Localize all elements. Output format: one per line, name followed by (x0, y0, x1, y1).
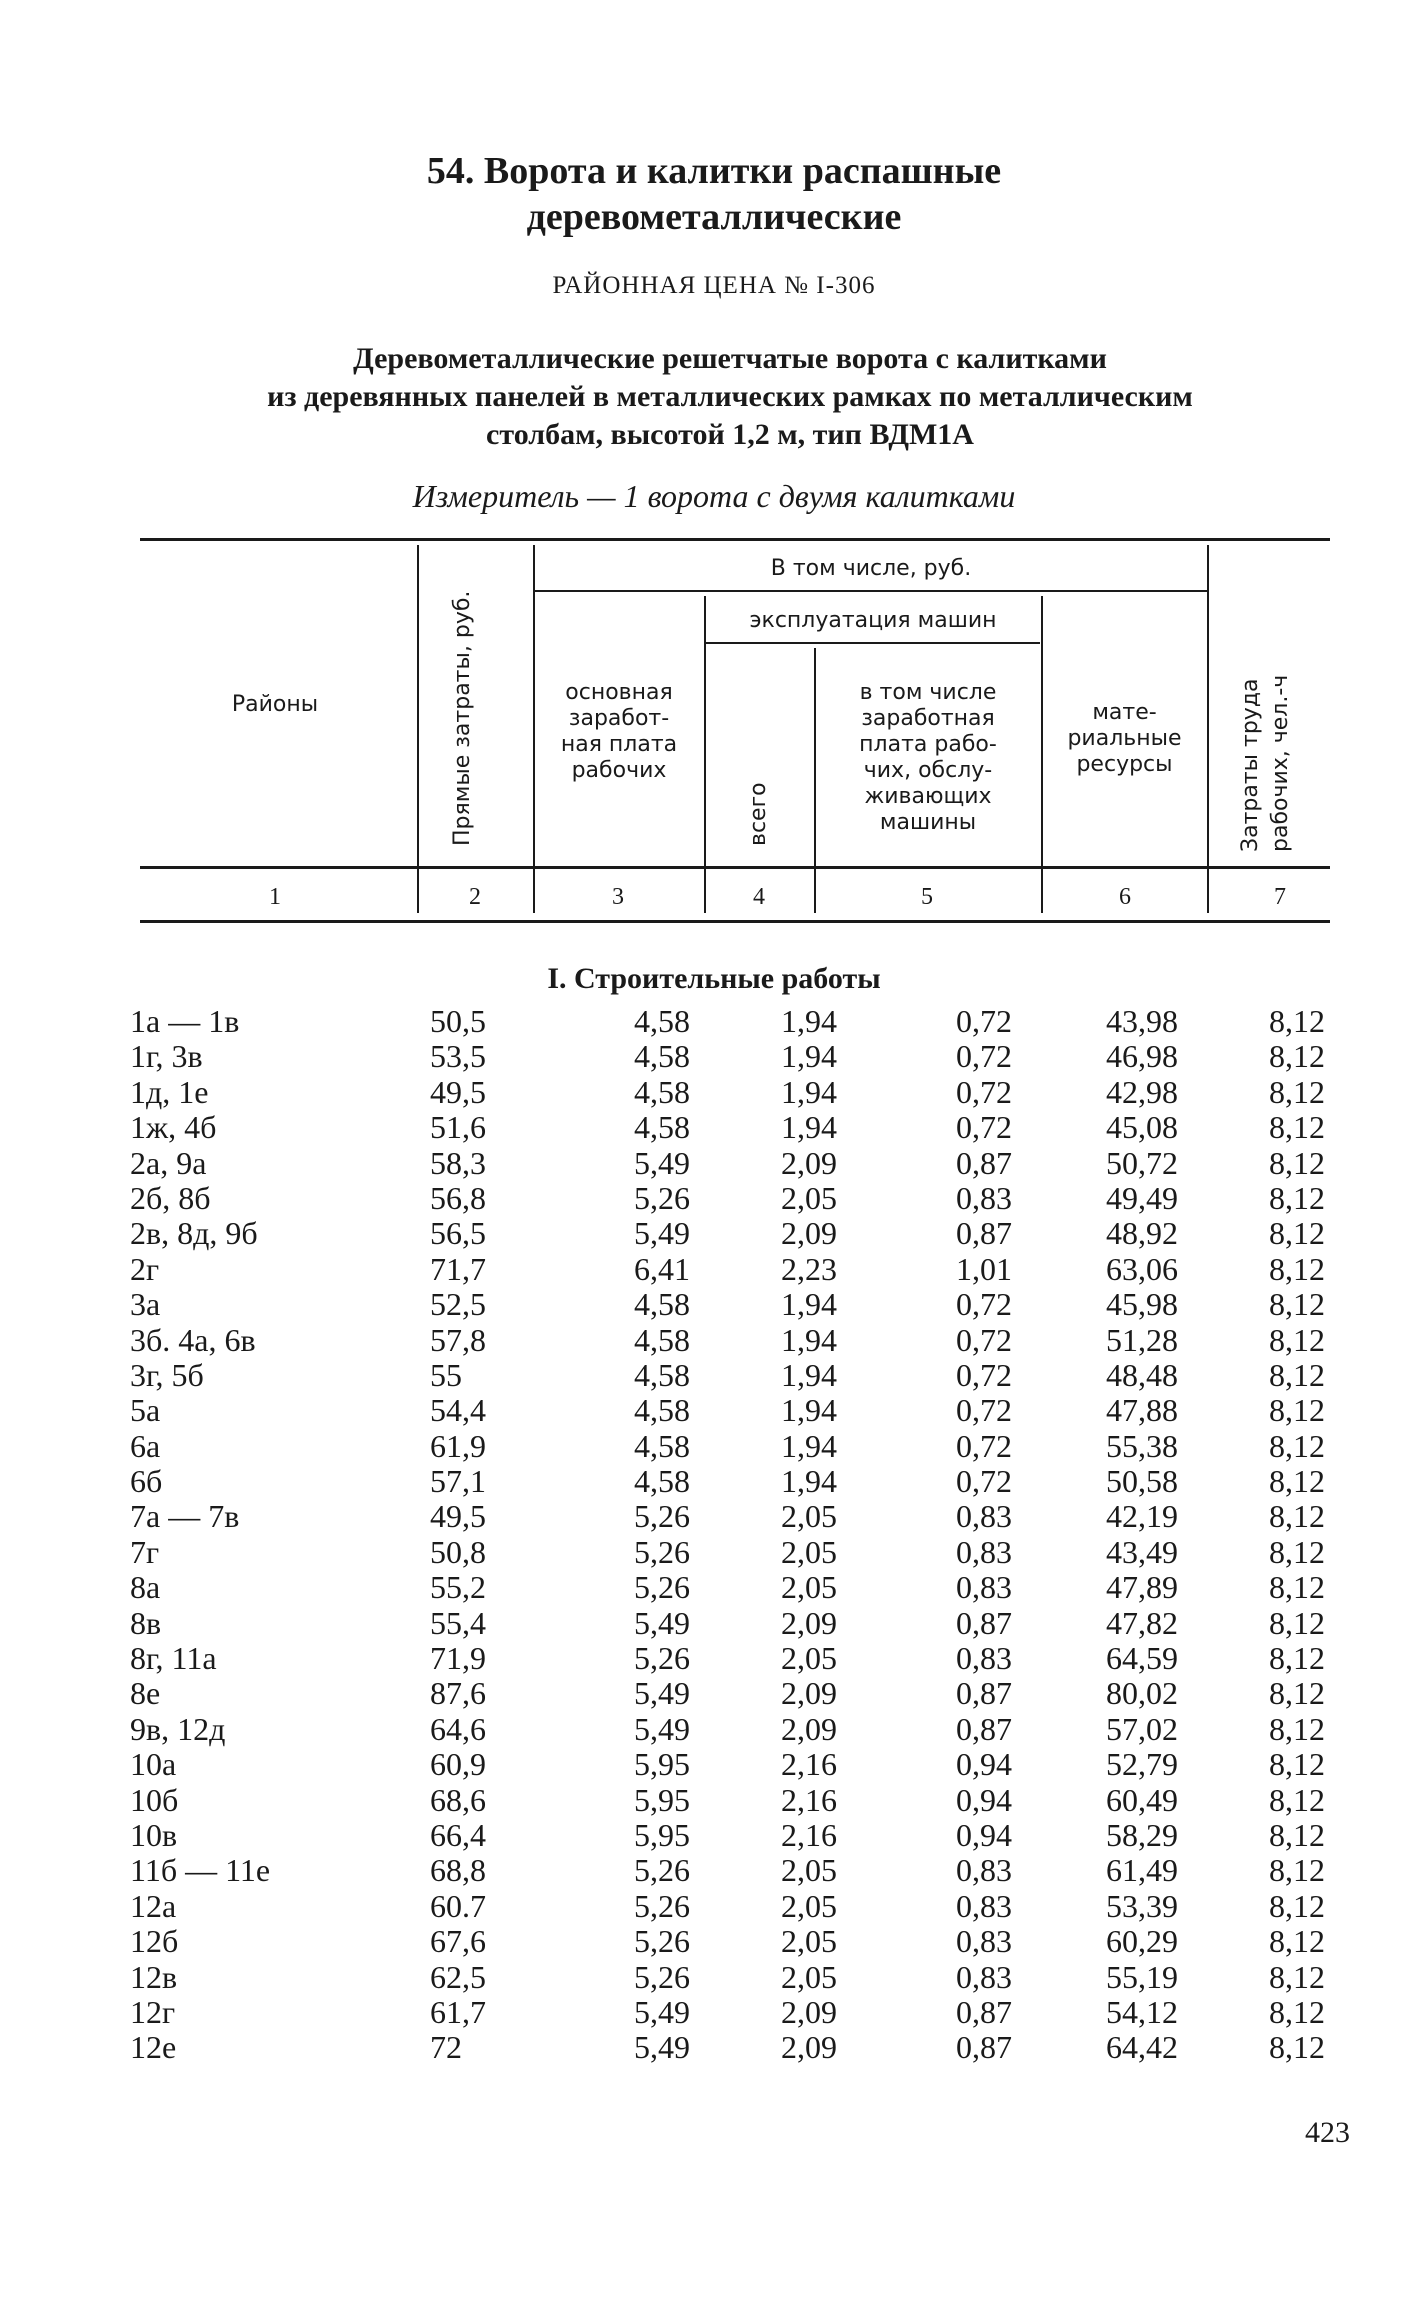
region-cell: 12г (130, 1993, 176, 2030)
header-including: В том числе, руб. (770, 556, 972, 581)
region-cell: 1г, 3в (130, 1038, 203, 1075)
base-wage-cell: 5,26 (634, 1640, 690, 1677)
region-cell: 8а (130, 1569, 161, 1606)
materials-cell: 61,49 (1106, 1852, 1178, 1889)
table-row (130, 1535, 1330, 1570)
table-row (130, 1323, 1330, 1358)
header-top-rule (140, 538, 1330, 541)
region-cell: 12б (130, 1923, 179, 1960)
table-row (130, 1783, 1330, 1818)
direct-costs-cell: 53,5 (430, 1038, 486, 1075)
table-body (130, 1004, 1330, 2066)
machine-wage-cell: 0,83 (956, 1852, 1012, 1889)
labor-cell: 8,12 (1269, 1498, 1325, 1535)
base-wage-cell: 5,26 (634, 1887, 690, 1924)
machine-wage-line-3: плата рабо- (859, 732, 997, 757)
table-row (130, 1216, 1330, 1251)
region-cell: 1д, 1е (130, 1073, 209, 1110)
materials-cell: 48,92 (1106, 1215, 1178, 1252)
col-number-4: 4 (753, 884, 765, 910)
title-line-1: 54. Ворота и калитки распашные (426, 150, 1002, 192)
base-wage-cell: 5,26 (634, 1179, 690, 1216)
direct-costs-cell: 64,6 (430, 1710, 486, 1747)
subtitle-line-3: столбам, высотой 1,2 м, тип ВДМ1А (486, 418, 974, 451)
item-description (140, 340, 1320, 454)
machines-total-cell: 2,16 (781, 1781, 837, 1818)
base-wage-cell: 5,26 (634, 1923, 690, 1960)
direct-costs-cell: 54,4 (430, 1392, 486, 1429)
machine-wage-cell: 0,83 (956, 1887, 1012, 1924)
region-cell: 2б, 8б (130, 1179, 211, 1216)
direct-costs-cell: 57,1 (430, 1463, 486, 1500)
machines-total-cell: 1,94 (781, 1392, 837, 1429)
direct-costs-cell: 52,5 (430, 1286, 486, 1323)
machine-wage-cell: 0,72 (956, 1003, 1012, 1039)
labor-cell: 8,12 (1269, 1746, 1325, 1783)
machine-wage-cell: 0,72 (956, 1356, 1012, 1393)
machines-total-cell: 1,94 (781, 1286, 837, 1323)
header-base-wage (535, 680, 703, 784)
base-wage-cell: 4,58 (634, 1003, 690, 1039)
machine-wage-line-4: чих, обслу- (863, 758, 993, 783)
direct-costs-cell: 51,6 (430, 1109, 486, 1146)
base-wage-cell: 4,58 (634, 1321, 690, 1358)
machines-total-cell: 2,23 (781, 1250, 837, 1287)
table-row (130, 1146, 1330, 1181)
materials-cell: 45,08 (1106, 1109, 1178, 1146)
machine-wage-cell: 0,87 (956, 1675, 1012, 1712)
machines-total-cell: 2,16 (781, 1816, 837, 1853)
labor-cell: 8,12 (1269, 1781, 1325, 1818)
materials-cell: 60,49 (1106, 1781, 1178, 1818)
labor-cell: 8,12 (1269, 1852, 1325, 1889)
region-cell: 8г, 11а (130, 1640, 217, 1677)
col-number-6: 6 (1119, 884, 1131, 910)
table-row (130, 1252, 1330, 1287)
materials-cell: 80,02 (1106, 1675, 1178, 1712)
machine-wage-cell: 0,72 (956, 1038, 1012, 1075)
materials-cell: 52,79 (1106, 1746, 1178, 1783)
region-cell: 10в (130, 1816, 178, 1853)
labor-cell: 8,12 (1269, 1887, 1325, 1924)
machine-wage-cell: 0,83 (956, 1958, 1012, 1995)
base-wage-cell: 5,49 (634, 1215, 690, 1252)
table-row (130, 2030, 1330, 2065)
region-cell: 5а (130, 1392, 161, 1429)
base-wage-cell: 5,26 (634, 1852, 690, 1889)
machine-wage-cell: 0,94 (956, 1781, 1012, 1818)
machine-wage-cell: 0,72 (956, 1392, 1012, 1429)
materials-cell: 64,42 (1106, 2029, 1178, 2066)
machine-wage-line-2: заработная (861, 706, 995, 731)
subtitle-line-2: из деревянных панелей в металлических рамках по металлическим (267, 380, 1193, 413)
machine-wage-cell: 0,72 (956, 1463, 1012, 1500)
materials-cell: 43,98 (1106, 1003, 1178, 1039)
table-row (130, 1818, 1330, 1853)
labor-cell: 8,12 (1269, 1179, 1325, 1216)
base-wage-line-2: заработ- (568, 706, 670, 731)
materials-cell: 45,98 (1106, 1286, 1178, 1323)
labor-cell: 8,12 (1269, 1215, 1325, 1252)
materials-line-3: ресурсы (1076, 752, 1173, 777)
machine-wage-line-1: в том числе (859, 680, 997, 705)
base-wage-cell: 4,58 (634, 1073, 690, 1110)
labor-cell: 8,12 (1269, 1427, 1325, 1464)
base-wage-cell: 5,49 (634, 1710, 690, 1747)
machines-total-cell: 2,05 (781, 1179, 837, 1216)
machine-wage-cell: 0,72 (956, 1073, 1012, 1110)
machine-wage-cell: 0,83 (956, 1179, 1012, 1216)
section-title-heading (0, 148, 1428, 240)
machines-total-cell: 2,05 (781, 1569, 837, 1606)
region-cell: 3а (130, 1286, 161, 1323)
base-wage-cell: 4,58 (634, 1109, 690, 1146)
header-regions: Районы (231, 692, 319, 717)
machine-wage-cell: 0,83 (956, 1569, 1012, 1606)
including-underline (535, 590, 1207, 592)
machine-wage-cell: 0,87 (956, 1604, 1012, 1641)
base-wage-cell: 4,58 (634, 1392, 690, 1429)
direct-costs-cell: 60.7 (430, 1887, 486, 1924)
machines-total-cell: 2,09 (781, 1215, 837, 1252)
materials-cell: 63,06 (1106, 1250, 1178, 1287)
direct-costs-cell: 55 (430, 1356, 462, 1393)
header-labor-line-2: рабочих, чел.-ч (1268, 674, 1293, 852)
region-cell: 2г (130, 1250, 160, 1287)
base-wage-cell: 4,58 (634, 1356, 690, 1393)
col-number-5: 5 (921, 884, 933, 910)
region-cell: 1ж, 4б (130, 1109, 217, 1146)
machine-wage-cell: 0,72 (956, 1321, 1012, 1358)
table-row (130, 1676, 1330, 1711)
machine-wage-cell: 1,01 (956, 1250, 1012, 1287)
region-cell: 6а (130, 1427, 161, 1464)
machine-wage-line-6: машины (879, 810, 977, 835)
region-cell: 12е (130, 2029, 177, 2066)
machine-wage-cell: 0,87 (956, 1710, 1012, 1747)
materials-cell: 48,48 (1106, 1356, 1178, 1393)
machine-wage-cell: 0,72 (956, 1427, 1012, 1464)
direct-costs-cell: 50,5 (430, 1003, 486, 1039)
direct-costs-cell: 55,2 (430, 1569, 486, 1606)
direct-costs-cell: 87,6 (430, 1675, 486, 1712)
machines-underline (706, 642, 1040, 644)
materials-cell: 58,29 (1106, 1816, 1178, 1853)
machines-total-cell: 2,09 (781, 1675, 837, 1712)
labor-cell: 8,12 (1269, 1109, 1325, 1146)
materials-cell: 47,89 (1106, 1569, 1178, 1606)
direct-costs-cell: 71,9 (430, 1640, 486, 1677)
direct-costs-cell: 67,6 (430, 1923, 486, 1960)
region-cell: 3г, 5б (130, 1356, 204, 1393)
table-row (130, 1499, 1330, 1534)
col-number-3: 3 (612, 884, 624, 910)
direct-costs-cell: 49,5 (430, 1498, 486, 1535)
region-cell: 7а — 7в (130, 1498, 240, 1535)
labor-cell: 8,12 (1269, 1321, 1325, 1358)
col-rule-6 (1207, 545, 1209, 913)
region-cell: 10б (130, 1781, 179, 1818)
direct-costs-cell: 72 (430, 2029, 462, 2066)
table-row (130, 1110, 1330, 1145)
materials-cell: 50,72 (1106, 1144, 1178, 1181)
measure-unit: Измеритель — 1 ворота с двумя калитками (412, 478, 1016, 514)
table-row (130, 1287, 1330, 1322)
labor-cell: 8,12 (1269, 1640, 1325, 1677)
base-wage-cell: 5,26 (634, 1958, 690, 1995)
region-cell: 8е (130, 1675, 161, 1712)
machines-total-cell: 1,94 (781, 1038, 837, 1075)
header-materials (1043, 700, 1206, 778)
materials-line-1: мате- (1092, 700, 1157, 725)
base-wage-cell: 5,49 (634, 2029, 690, 2066)
machines-total-cell: 2,05 (781, 1958, 837, 1995)
table-row (130, 1429, 1330, 1464)
table-row (130, 1393, 1330, 1428)
base-wage-cell: 5,49 (634, 1604, 690, 1641)
machine-wage-cell: 0,83 (956, 1640, 1012, 1677)
region-cell: 12в (130, 1958, 178, 1995)
region-cell: 10а (130, 1746, 177, 1783)
materials-cell: 53,39 (1106, 1887, 1178, 1924)
machine-wage-cell: 0,87 (956, 2029, 1012, 2066)
region-cell: 1а — 1в (130, 1003, 240, 1039)
materials-cell: 57,02 (1106, 1710, 1178, 1747)
labor-cell: 8,12 (1269, 1533, 1325, 1570)
materials-cell: 54,12 (1106, 1993, 1178, 2030)
materials-cell: 47,88 (1106, 1392, 1178, 1429)
base-wage-cell: 5,95 (634, 1816, 690, 1853)
base-wage-cell: 5,49 (634, 1993, 690, 2030)
machines-total-cell: 2,09 (781, 1710, 837, 1747)
machines-total-cell: 1,94 (781, 1109, 837, 1146)
base-wage-cell: 5,95 (634, 1781, 690, 1818)
direct-costs-cell: 66,4 (430, 1816, 486, 1853)
base-wage-cell: 5,26 (634, 1533, 690, 1570)
direct-costs-cell: 60,9 (430, 1746, 486, 1783)
materials-cell: 42,98 (1106, 1073, 1178, 1110)
materials-cell: 55,38 (1106, 1427, 1178, 1464)
materials-cell: 64,59 (1106, 1640, 1178, 1677)
materials-cell: 49,49 (1106, 1179, 1178, 1216)
base-wage-cell: 4,58 (634, 1427, 690, 1464)
base-wage-cell: 5,26 (634, 1569, 690, 1606)
labor-cell: 8,12 (1269, 1144, 1325, 1181)
table-row (130, 1464, 1330, 1499)
table-row (130, 1924, 1330, 1959)
machines-total-cell: 2,05 (781, 1887, 837, 1924)
table-row (130, 1075, 1330, 1110)
machines-total-cell: 1,94 (781, 1321, 837, 1358)
table-row (130, 1004, 1330, 1039)
region-cell: 7г (130, 1533, 160, 1570)
base-wage-cell: 6,41 (634, 1250, 690, 1287)
region-cell: 3б. 4а, 6в (130, 1321, 256, 1358)
header-machines: эксплуатация машин (749, 608, 997, 633)
direct-costs-cell: 57,8 (430, 1321, 486, 1358)
machine-wage-cell: 0,87 (956, 1993, 1012, 2030)
machine-wage-cell: 0,87 (956, 1215, 1012, 1252)
base-wage-line-1: основная (565, 680, 673, 705)
machines-total-cell: 2,09 (781, 1993, 837, 2030)
labor-cell: 8,12 (1269, 1003, 1325, 1039)
machine-wage-cell: 0,83 (956, 1923, 1012, 1960)
header-machines-total: всего (746, 782, 771, 846)
machine-wage-cell: 0,83 (956, 1533, 1012, 1570)
labor-cell: 8,12 (1269, 2029, 1325, 2066)
price-label: РАЙОННАЯ ЦЕНА № I-306 (552, 272, 876, 299)
machine-wage-cell: 0,94 (956, 1816, 1012, 1853)
labor-cell: 8,12 (1269, 1993, 1325, 2030)
materials-cell: 60,29 (1106, 1923, 1178, 1960)
table-row (130, 1641, 1330, 1676)
col-number-2: 2 (469, 884, 481, 910)
direct-costs-cell: 58,3 (430, 1144, 486, 1181)
machine-wage-line-5: живающих (864, 784, 992, 809)
labor-cell: 8,12 (1269, 1675, 1325, 1712)
machines-total-cell: 2,05 (781, 1852, 837, 1889)
numbers-bottom-rule (140, 920, 1330, 923)
labor-cell: 8,12 (1269, 1356, 1325, 1393)
table-row (130, 1606, 1330, 1641)
table-row (130, 1039, 1330, 1074)
col-number-1: 1 (269, 884, 281, 910)
header-labor-line-1: Затраты труда (1238, 678, 1263, 852)
base-wage-cell: 5,95 (634, 1746, 690, 1783)
col-rule-1 (417, 545, 419, 913)
labor-cell: 8,12 (1269, 1958, 1325, 1995)
header-bottom-rule (140, 866, 1330, 869)
labor-cell: 8,12 (1269, 1604, 1325, 1641)
machine-wage-cell: 0,83 (956, 1498, 1012, 1535)
machines-total-cell: 2,05 (781, 1498, 837, 1535)
materials-cell: 42,19 (1106, 1498, 1178, 1535)
labor-cell: 8,12 (1269, 1816, 1325, 1853)
machines-total-cell: 2,16 (781, 1746, 837, 1783)
table-row (130, 1712, 1330, 1747)
page-number: 423 (1305, 2116, 1350, 2149)
direct-costs-cell: 56,8 (430, 1179, 486, 1216)
machine-wage-cell: 0,87 (956, 1144, 1012, 1181)
base-wage-cell: 4,58 (634, 1286, 690, 1323)
machines-total-cell: 2,05 (781, 1640, 837, 1677)
col-rule-3 (704, 596, 706, 913)
region-cell: 2а, 9а (130, 1144, 207, 1181)
base-wage-line-3: ная плата (560, 732, 678, 757)
materials-cell: 50,58 (1106, 1463, 1178, 1500)
table-row (130, 1995, 1330, 2030)
table-row (130, 1747, 1330, 1782)
direct-costs-cell: 55,4 (430, 1604, 486, 1641)
materials-cell: 55,19 (1106, 1958, 1178, 1995)
labor-cell: 8,12 (1269, 1038, 1325, 1075)
materials-cell: 47,82 (1106, 1604, 1178, 1641)
direct-costs-cell: 62,5 (430, 1958, 486, 1995)
direct-costs-cell: 49,5 (430, 1073, 486, 1110)
machines-total-cell: 1,94 (781, 1427, 837, 1464)
machines-total-cell: 1,94 (781, 1356, 837, 1393)
labor-cell: 8,12 (1269, 1569, 1325, 1606)
col-number-7: 7 (1274, 884, 1286, 910)
region-cell: 11б — 11е (130, 1852, 271, 1889)
direct-costs-cell: 71,7 (430, 1250, 486, 1287)
region-cell: 12а (130, 1887, 177, 1924)
table-row (130, 1960, 1330, 1995)
region-cell: 2в, 8д, 9б (130, 1215, 258, 1252)
machines-total-cell: 2,05 (781, 1533, 837, 1570)
region-cell: 9в, 12д (130, 1710, 226, 1747)
machines-total-cell: 2,09 (781, 2029, 837, 2066)
table-row (130, 1853, 1330, 1888)
subtitle-line-1: Деревометаллические решетчатые ворота с калитками (353, 342, 1107, 375)
header-machine-wage (816, 680, 1040, 836)
base-wage-cell: 5,49 (634, 1675, 690, 1712)
labor-cell: 8,12 (1269, 1286, 1325, 1323)
labor-cell: 8,12 (1269, 1923, 1325, 1960)
machines-total-cell: 2,09 (781, 1604, 837, 1641)
machine-wage-cell: 0,72 (956, 1286, 1012, 1323)
labor-cell: 8,12 (1269, 1463, 1325, 1500)
machines-total-cell: 1,94 (781, 1073, 837, 1110)
labor-cell: 8,12 (1269, 1250, 1325, 1287)
materials-cell: 51,28 (1106, 1321, 1178, 1358)
materials-cell: 46,98 (1106, 1038, 1178, 1075)
base-wage-line-4: рабочих (571, 758, 667, 783)
header-direct-costs: Прямые затраты, руб. (450, 590, 475, 846)
region-cell: 6б (130, 1463, 163, 1500)
machine-wage-cell: 0,72 (956, 1109, 1012, 1146)
direct-costs-cell: 61,9 (430, 1427, 486, 1464)
machine-wage-cell: 0,94 (956, 1746, 1012, 1783)
machines-total-cell: 2,05 (781, 1923, 837, 1960)
machines-total-cell: 1,94 (781, 1003, 837, 1039)
section-heading: I. Строительные работы (547, 962, 881, 995)
labor-cell: 8,12 (1269, 1073, 1325, 1110)
materials-line-2: риальные (1067, 726, 1182, 751)
table-row (130, 1889, 1330, 1924)
base-wage-cell: 5,26 (634, 1498, 690, 1535)
labor-cell: 8,12 (1269, 1392, 1325, 1429)
region-cell: 8в (130, 1604, 162, 1641)
base-wage-cell: 4,58 (634, 1463, 690, 1500)
table-row (130, 1181, 1330, 1216)
base-wage-cell: 4,58 (634, 1038, 690, 1075)
table-row (130, 1570, 1330, 1605)
direct-costs-cell: 68,8 (430, 1852, 486, 1889)
machines-total-cell: 2,09 (781, 1144, 837, 1181)
title-line-2: деревометаллические (526, 196, 902, 238)
base-wage-cell: 5,49 (634, 1144, 690, 1181)
direct-costs-cell: 56,5 (430, 1215, 486, 1252)
direct-costs-cell: 68,6 (430, 1781, 486, 1818)
direct-costs-cell: 50,8 (430, 1533, 486, 1570)
materials-cell: 43,49 (1106, 1533, 1178, 1570)
labor-cell: 8,12 (1269, 1710, 1325, 1747)
table-row (130, 1358, 1330, 1393)
direct-costs-cell: 61,7 (430, 1993, 486, 2030)
machines-total-cell: 1,94 (781, 1463, 837, 1500)
